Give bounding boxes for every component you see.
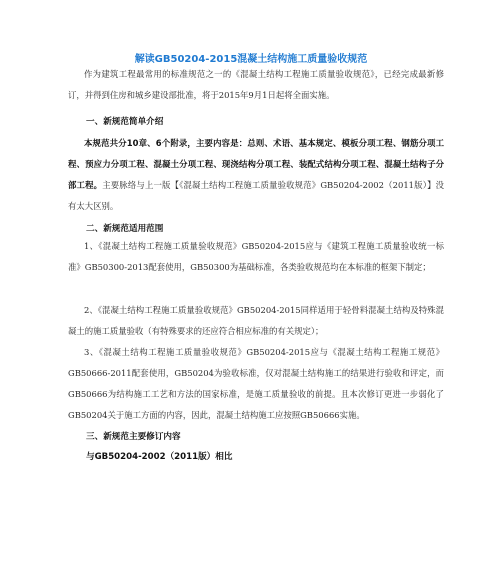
section-2-item-3: 3、《混凝土结构工程施工质量验收规范》GB50204-2015应与《混凝土结构工程施工规范》GB50666-2011配套使用，GB50204为验收标准，仅对混凝土结构施工的结果进行验收和评定，而GB50666为结构施工工艺和方法的国家标准，是施工质量验收的前提。且本次修订更进一步弱化了GB50204关于施工方面的内容，因此，混凝土结构施工应按照GB50666实施。 [68,347,444,420]
section-2-heading: 二、新规范适用范围 [86,224,164,234]
section-2-item-2: 2、《混凝土结构工程施工质量验收规范》GB50204-2015同样适用于轻骨料混凝土结构及特殊混凝土的施工质量验收（有特殊要求的还应符合相应标准的有关规定）； [68,305,444,336]
section-2-item-1: 1、《混凝土结构工程施工质量验收规范》GB50204-2015应与《建筑工程施工质量验收统一标准》GB50300-2013配套使用，GB50300为基础标准，各类验收规范均在本标准的框架下制定； [68,241,444,272]
section-1-paragraph [68,133,444,217]
section-1-bold-text: 本规范共分10章、6个附录，主要内容是：总则、术语、基本规定、模板分项工程、钢筋分项工程、预应力分项工程、混凝土分项工程、现浇结构分项工程、装配式结构分项工程、混凝土结构子分部工程。 [68,138,444,190]
section-3-heading: 三、新规范主要修订内容 [86,432,181,442]
section-1-heading: 一、新规范简单介绍 [86,117,164,127]
section-1-rest-text: 主要脉络与上一版【《混凝土结构工程施工质量验收规范》GB50204-2002（2011版）】没有太大区别。 [68,180,444,211]
section-3-subheading: 与GB50204-2002（2011版）相比 [86,452,233,462]
document-title: 解读GB50204-2015混凝土结构施工质量验收规范 [134,54,368,65]
intro-paragraph: 作为建筑工程最常用的标准规范之一的《混凝土结构工程施工质量验收规范》，已经完成最新修订，并得到住房和城乡建设部批准，将于2015年9月1日起将全面实施。 [68,69,444,100]
